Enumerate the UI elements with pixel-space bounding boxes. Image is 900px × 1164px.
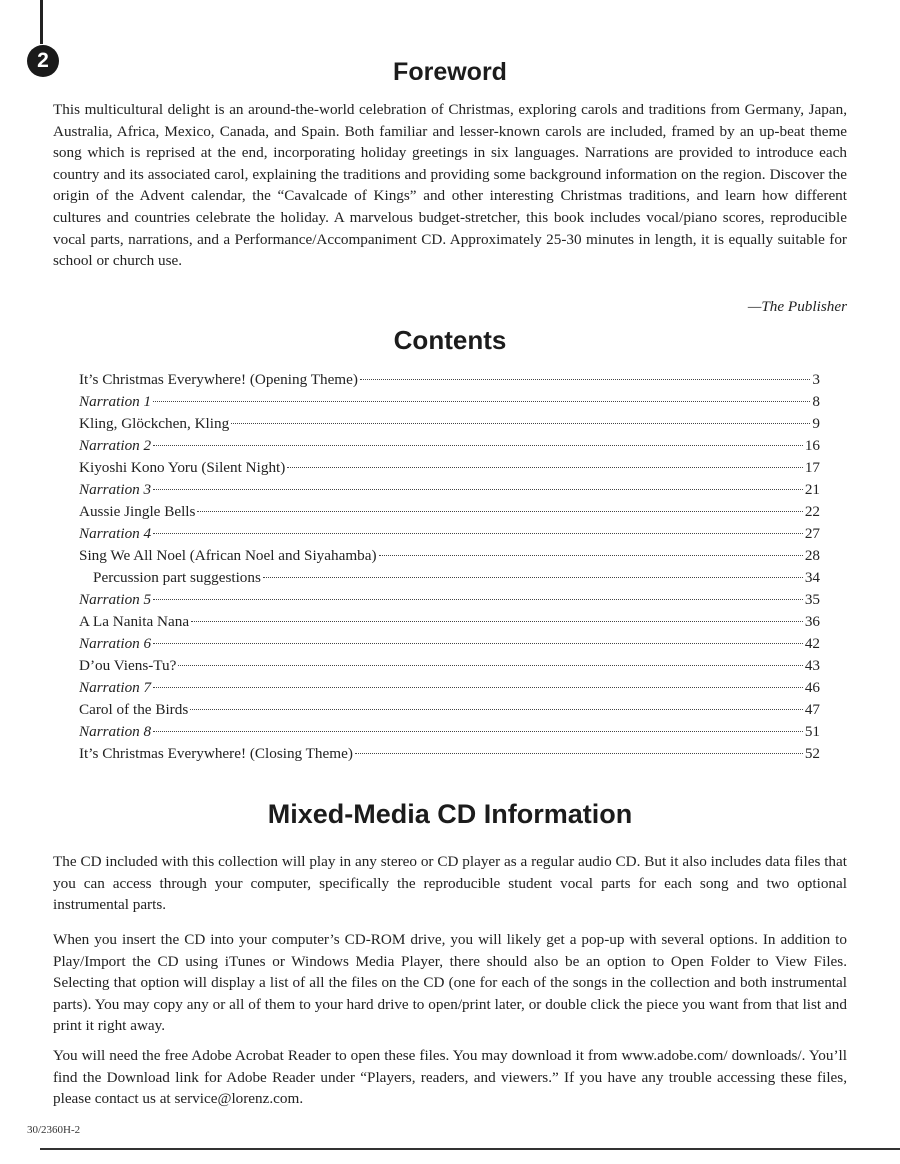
toc-page: 34 [804, 569, 820, 586]
contents-heading: Contents [393, 325, 507, 355]
toc-page: 3 [812, 371, 820, 388]
toc-entry [79, 655, 820, 677]
toc-leader [231, 423, 810, 424]
toc-entry [79, 721, 820, 743]
toc-title: D’ou Viens-Tu? [79, 657, 177, 674]
page-edge-rule-horizontal [40, 1148, 900, 1150]
toc-leader [153, 599, 803, 600]
toc-entry [79, 369, 820, 391]
foreword-signature: —The Publisher [747, 298, 847, 315]
toc-page: 35 [804, 591, 820, 608]
toc-entry [79, 743, 820, 765]
foreword-text: This multicultural delight is an around-the-world celebration of Christmas, exploring carols and traditions from Germany, Japan, Australia, Africa, Mexico, Canada, and Spain. Both familiar and lesser-known carols are included, framed by an up-beat theme song which is reprised at the end, incorporating holiday greetings in six languages. Narrations are provided to introduce each country and its associated carol, explaining the traditions and providing some background information on the region. Discover the origin of the Advent calendar, the “Cavalcade of Kings” and other interesting Christmas traditions, and learn how different cultures and countries celebrate the holiday. A marvelous budget-stretcher, this book includes vocal/piano scores, reproducible vocal parts, narrations, and a Performance/Accompaniment CD. Approximately 25-30 minutes in length, it is equally suitable for school or church use. [53, 101, 847, 270]
toc-leader [379, 555, 803, 556]
toc-leader [153, 643, 803, 644]
toc-leader [360, 379, 810, 380]
toc-page: 52 [804, 745, 820, 762]
toc-page: 8 [812, 393, 820, 410]
toc-entry [79, 523, 820, 545]
toc-page: 28 [804, 547, 820, 564]
toc-leader [153, 489, 803, 490]
toc-page: 51 [804, 723, 820, 740]
toc-leader [355, 753, 803, 754]
toc-entry [79, 391, 820, 413]
toc-page: 17 [804, 459, 820, 476]
catalog-code: 30/2360H-2 [27, 1124, 81, 1136]
toc-leader [153, 687, 803, 688]
toc-entry [79, 413, 820, 435]
toc-leader [153, 731, 803, 732]
toc-leader [263, 577, 803, 578]
toc-entry [79, 435, 820, 457]
toc-page: 47 [804, 701, 820, 718]
toc-title: Narration 1 [79, 393, 152, 410]
toc-entry [79, 545, 820, 567]
toc-title: Narration 7 [79, 679, 152, 696]
toc-entry [79, 589, 820, 611]
toc-entry [79, 567, 820, 589]
toc-title: Sing We All Noel (African Noel and Siyahamba) [79, 547, 377, 564]
toc-title: It’s Christmas Everywhere! (Closing Theme) [79, 745, 353, 762]
toc-page: 16 [804, 437, 820, 454]
toc-page: 46 [804, 679, 820, 696]
toc-entry [79, 677, 820, 699]
toc-page: 36 [804, 613, 820, 630]
toc-page: 9 [812, 415, 820, 432]
toc-entry [79, 611, 820, 633]
toc-leader [197, 511, 802, 512]
toc-title: Aussie Jingle Bells [79, 503, 196, 520]
cd-info-heading: Mixed-Media CD Information [267, 799, 633, 829]
toc-title: Narration 8 [79, 723, 152, 740]
toc-entry [79, 501, 820, 523]
toc-title: It’s Christmas Everywhere! (Opening Theme) [79, 371, 358, 388]
toc-leader [153, 401, 810, 402]
toc-title: Kiyoshi Kono Yoru (Silent Night) [79, 459, 286, 476]
page-number-badge: 2 [27, 45, 59, 77]
toc-leader [178, 665, 802, 666]
cd-info-paragraph: When you insert the CD into your computer’s CD-ROM drive, you will likely get a pop-up with several options. In addition to Play/Import the CD using iTunes or Windows Media Player, there should also be an option to Open Folder to View Files. Selecting that option will display a list of all the files on the CD (one for each of the songs in the collection and both instrumental parts). You may copy any or all of them to your hard drive to open/print later, or double click the piece you want from that list and print it right away. [53, 931, 847, 1035]
toc-page: 21 [804, 481, 820, 498]
toc-title: Narration 3 [79, 481, 152, 498]
toc-page: 27 [804, 525, 820, 542]
toc-page: 42 [804, 635, 820, 652]
toc-entry [79, 699, 820, 721]
cd-info-paragraph: You will need the free Adobe Acrobat Reader to open these files. You may download it from www.adobe.com/ downloads/. You’ll find the Download link for Adobe Reader under “Players, readers, and viewers.” If you have any trouble accessing these files, please contact us at service@lorenz.com. [53, 1047, 847, 1108]
toc-page: 22 [804, 503, 820, 520]
page-edge-rule-vertical [40, 0, 43, 44]
toc-title: Carol of the Birds [79, 701, 189, 718]
toc-page: 43 [804, 657, 820, 674]
toc-leader [287, 467, 803, 468]
toc-leader [153, 445, 803, 446]
toc-title: A La Nanita Nana [79, 613, 190, 630]
foreword-heading: Foreword [393, 58, 507, 86]
table-of-contents [79, 369, 820, 765]
toc-entry [79, 633, 820, 655]
toc-leader [191, 621, 803, 622]
cd-info-paragraph: The CD included with this collection will play in any stereo or CD player as a regular audio CD. But it also includes data files that you can access through your computer, specifically the reproducible student vocal parts for each song and two optional instrumental parts. [53, 853, 847, 914]
toc-title: Narration 6 [79, 635, 152, 652]
toc-entry [79, 457, 820, 479]
toc-title: Kling, Glöckchen, Kling [79, 415, 230, 432]
toc-title: Percussion part suggestions [93, 569, 261, 586]
toc-title: Narration 5 [79, 591, 152, 608]
toc-title: Narration 4 [79, 525, 152, 542]
toc-leader [190, 709, 803, 710]
toc-entry [79, 479, 820, 501]
toc-title: Narration 2 [79, 437, 152, 454]
toc-leader [153, 533, 803, 534]
